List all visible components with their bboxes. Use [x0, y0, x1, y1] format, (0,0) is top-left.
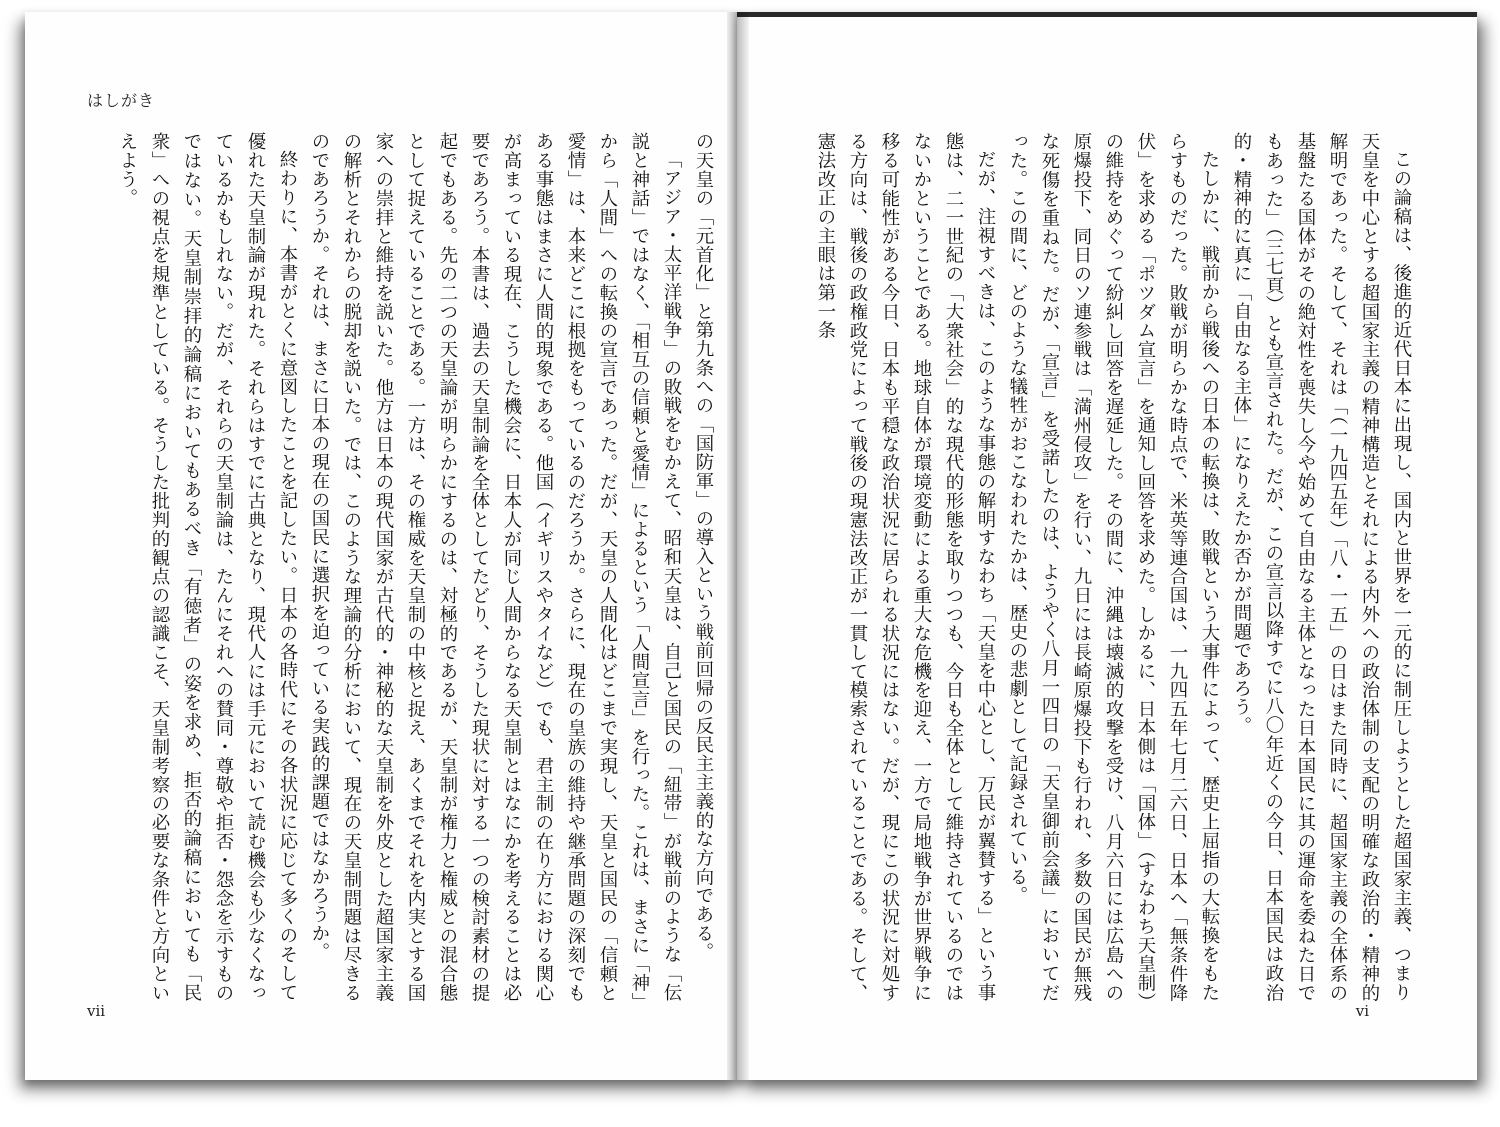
page-number: vii — [87, 1002, 106, 1020]
left-page-body — [59, 132, 719, 1002]
paragraph: 終わりに、本書がとくに意図したことを記したい。日本の各時代にその各状況に応じて多くのそして優れた天皇制論が現れた。それらはすでに古典となり、現代人には手元において読む機会も少なくなっているかもしれない。だが、それらの天皇制論は、たんにそれへの賛同・尊敬や拒否・怨念を示すものではない。天皇制崇拝的論稿においてもあるべき「有徳者」の姿を求め、拒否的論稿においても「民衆」への視点を規準としている。そうした批判的観点の認識こそ、天皇制考察の必要な条件と方向といえよう。 — [117, 132, 298, 1002]
running-head: はしがき — [87, 91, 156, 110]
paragraph: この論稿は、後進的近代日本に出現し、国内と世界を一元的に制圧しようとした超国家主義、つまり天皇を中心とする超国家主義の精神構造とそれによる内外への政治体制の支配の明確な政治的・精神的解明であった。そして、それは「（一九四五年）「八・一五」の日はまた同時に、超国家主義の全体系の基盤たる国体がその絶対性を喪失し今や始めて自由なる主体となった日本国民に其の運命を委ねた日でもあった」（三七頁）とも宣言された。だが、この宣言以降すでに八〇年近くの今日、日本国民は政治的・精神的に真に「自由なる主体」になりえたか否かが問題であろう。 — [1231, 132, 1412, 1002]
paragraph: たしかに、戦前から戦後への日本の転換は、敗戦という大事件によって、歴史上屈指の大転換をもたらすものだった。敗戦が明らかな時点で、米英等連合国は、一九四五年七月二六日、日本へ「無条件降伏」を求める「ポツダム宣言」を通知し回答を求めた。しかるに、日本側は「国体」（すなわち天皇制）の維持をめぐって紛糾し回答を遅延した。その間に、沖縄は壊滅的攻撃を受け、八月六日には広島への原爆投下、同日のソ連参戦は「満州侵攻」を行い、九日には長崎原爆投下も行われ、多数の国民が無残な死傷を重ねた。だが、「宣言」を受諾したのは、ようやく八月一四日の「天皇御前会議」においてだった。この間に、どのような犠牲がおこなわれたかは、歴史の悲劇として記録されている。 — [1007, 132, 1220, 1002]
paragraph: の天皇の「元首化」と第九条への「国防軍」の導入という戦前回帰の反民主主義的な方向である。 — [693, 132, 714, 962]
paragraph: 「アジア・太平洋戦争」の敗戦をむかえて、昭和天皇は、自己と国民の「紐帯」が戦前のような「伝説と神話」ではなく、「相互の信頼と愛情」によるという「人間宣言」を行った。これは、まさに「神」から「人間」への転換の宣言であった。だが、天皇の人間化はどこまで実現し、天皇と国民の「信頼と愛情」は、本来どこに根拠をもっているのだろうか。さらに、現在の皇族の維持や継承問題の深刻でもある事態はまさに人間的現象である。他国（イギリスやタイなど）でも、君主制の在り方における関心が高まっている現在、こうした機会に、日本人が同じ人間からなる天皇制とはなにかを考えることは必要であろう。本書は、過去の天皇制論を全体としてたどり、そうした現状に対する一つの検討素材の提起でもある。先の二つの天皇論が明らかにするのは、対極的であるが、天皇制が権力と権威との混合態として捉えていることである。一方は、その権威を天皇制の中核と捉え、あくまでそれを内実とする国家への崇拝と維持を説いた。他方は日本の現代国家が古代的・神秘的な天皇制を外皮とした超国家主義の解析とそれからの脱却を説いた。では、このような理論的分析において、現在の天皇制問題は尽きるのであろうか。それは、まさに日本の現在の国民に選択を迫っている実践的課題ではなかろうか。 — [309, 132, 682, 1002]
paragraph: だが、注視すべきは、このような事態の解明すなわち「天皇を中心とし、万民が翼賛する」という事態は、二一世紀の「大衆社会」的な現代的形態を取りつつも、今日も全体として維持されているのではないかということである。地球自体が環境変動による重大な危機を迎え、一方で局地戦争が世界戦争に移る可能性がある今日、日本も平穏な政治状況に居られる状況にはない。だが、現にこの状況に対処する方向は、戦後の政権政党によって戦後の現憲法改正が一貫して模索されていることである。そして、憲法改正の主眼は第一条 — [815, 132, 996, 1002]
left-page — [25, 12, 743, 1080]
cover-edge — [737, 12, 1477, 17]
right-page-body — [797, 132, 1417, 1002]
page-number: vi — [1355, 1002, 1369, 1020]
right-page — [737, 12, 1477, 1080]
